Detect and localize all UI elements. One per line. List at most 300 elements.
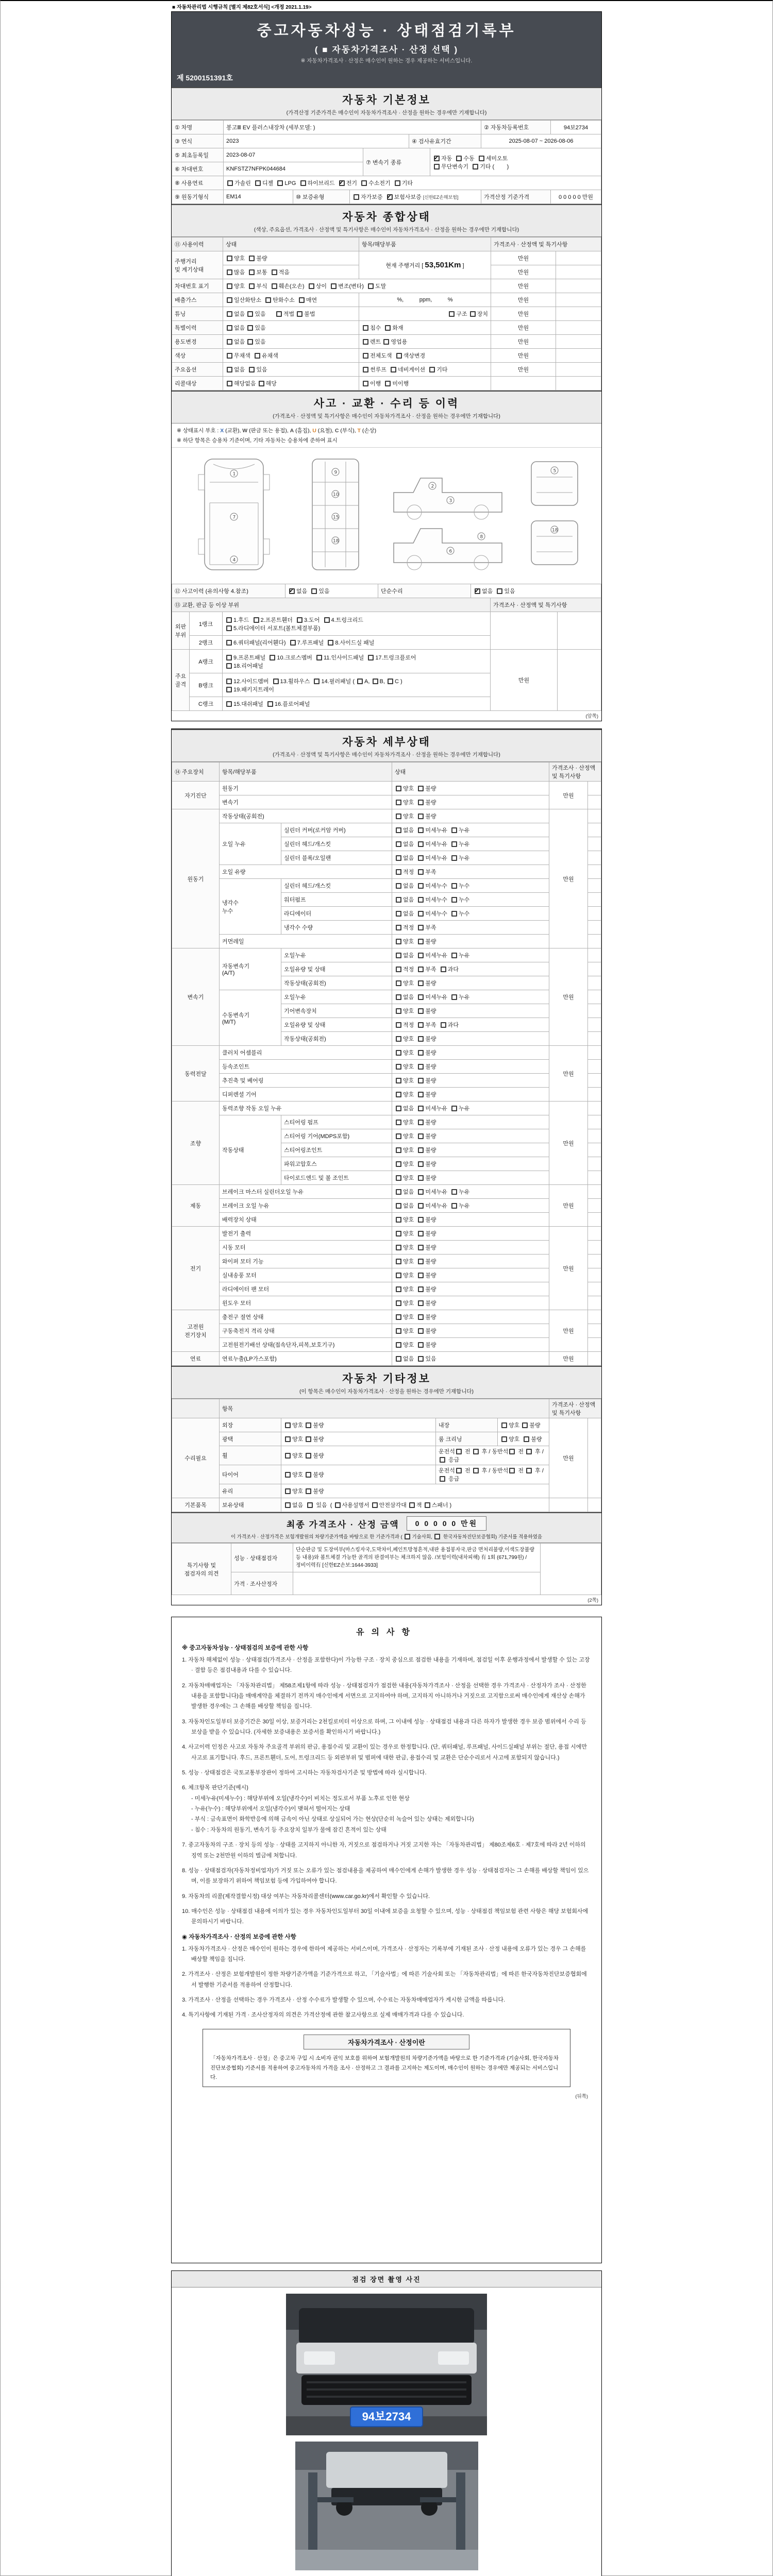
detail-item-label: 클러치 어셈블리	[220, 1046, 392, 1060]
checkbox[interactable]	[300, 180, 306, 186]
checkbox[interactable]	[509, 1449, 515, 1454]
checkbox[interactable]	[418, 953, 424, 958]
checkbox[interactable]	[297, 617, 303, 623]
interior-state: 양호 불량	[498, 1418, 549, 1432]
rankA-items: 9.프론트패널 10.크로스멤버 11.인사이드패널 17.트렁크플로어 18.리어패널	[223, 650, 491, 673]
checkbox[interactable]	[396, 786, 401, 791]
checkbox[interactable]	[526, 1468, 532, 1473]
checkbox-checked[interactable]	[339, 180, 345, 186]
checkbox[interactable]	[418, 1300, 424, 1306]
checkbox[interactable]	[396, 1314, 401, 1320]
checkbox[interactable]	[396, 1273, 401, 1278]
detail-item-state: 양호 불량	[392, 809, 549, 823]
checkbox[interactable]	[270, 655, 275, 660]
model-year-label: ③ 연식	[172, 134, 224, 148]
checkbox-checked[interactable]	[289, 588, 295, 594]
options-label: 주요옵션	[172, 363, 223, 377]
checkbox[interactable]	[497, 588, 502, 594]
checkbox[interactable]	[254, 617, 259, 623]
checkbox[interactable]	[227, 311, 232, 317]
detail-note-cell	[588, 893, 601, 907]
detail-item-state: 양호 불량	[392, 1171, 549, 1185]
checkbox[interactable]	[418, 800, 424, 805]
checkbox[interactable]	[418, 814, 424, 819]
checkbox[interactable]	[451, 827, 457, 833]
detail-group-price: 만원	[549, 1101, 588, 1185]
checkbox[interactable]	[226, 625, 232, 631]
checkbox[interactable]	[473, 1449, 479, 1454]
checkbox[interactable]	[405, 1534, 410, 1539]
checkbox[interactable]	[526, 1449, 532, 1454]
checkbox[interactable]	[328, 640, 333, 646]
checkbox[interactable]	[363, 339, 368, 345]
checkbox[interactable]	[396, 953, 401, 958]
checkbox[interactable]	[473, 1468, 479, 1473]
checkbox[interactable]	[249, 269, 255, 275]
checkbox[interactable]	[456, 1468, 462, 1473]
checkbox[interactable]	[418, 1203, 424, 1209]
checkbox[interactable]	[418, 1064, 424, 1070]
checkbox[interactable]	[418, 1036, 424, 1042]
checkbox[interactable]	[247, 325, 253, 331]
checkbox[interactable]	[297, 311, 303, 317]
checkbox[interactable]	[418, 786, 424, 791]
checkbox[interactable]	[227, 381, 232, 386]
checkbox[interactable]	[396, 1036, 401, 1042]
detail-subitem-label: 타이로드엔드 및 볼 조인트	[281, 1171, 392, 1185]
checkbox[interactable]	[285, 1502, 291, 1508]
checkbox[interactable]	[418, 855, 424, 861]
checkbox[interactable]	[396, 939, 401, 944]
checkbox[interactable]	[363, 367, 368, 372]
checkbox[interactable]	[396, 800, 401, 805]
page-mark-2: (2쪽)	[587, 1598, 598, 1603]
checkbox[interactable]	[272, 283, 277, 289]
checkbox[interactable]	[316, 655, 322, 660]
checkbox[interactable]	[255, 353, 260, 359]
appraisal-definition-text: 「자동차가격조사 · 산정」은 중고차 구입 시 소비자 권익 보호를 위하여 보험개발원의 차량기준가액을 바탕으로 한 기준가격과 (기술사회, 한국자동차진단보증협회) 기준서를 적용하여 중고자동차의 가격을 조사 · 산정하고 그 결과를 고지하는 제도이며, 매수인이 원하는 경우에만 제공되는 서비스입니다.	[210, 2055, 559, 2081]
checkbox[interactable]	[418, 883, 424, 889]
checkbox[interactable]	[357, 679, 363, 684]
detail-note-cell	[588, 879, 601, 893]
checkbox[interactable]	[306, 1472, 311, 1478]
svg-text:18: 18	[333, 538, 339, 544]
checkbox[interactable]	[272, 269, 277, 275]
checkbox[interactable]	[273, 679, 279, 684]
detail-item-state: 적정 부족 과다	[392, 962, 549, 976]
accident-history-state: ✔ 없음 있음	[285, 584, 378, 598]
checkbox[interactable]	[396, 1106, 401, 1111]
checkbox[interactable]	[418, 869, 424, 875]
legend-part: (손상)	[360, 428, 377, 434]
checkbox[interactable]	[306, 1436, 311, 1442]
detail-note-cell	[588, 1060, 601, 1074]
checkbox[interactable]	[396, 911, 401, 917]
checkbox[interactable]	[429, 367, 435, 372]
checkbox[interactable]	[418, 1342, 424, 1348]
checkbox[interactable]	[226, 701, 232, 707]
legend-note: ※ 하단 항목은 승용차 기준이며, 기타 자동차는 승용차에 준하여 표시	[177, 437, 338, 444]
detail-item-label: 원동기	[220, 782, 392, 795]
detail-note-cell	[588, 851, 601, 865]
checkbox[interactable]	[418, 897, 424, 903]
checkbox[interactable]	[418, 1078, 424, 1083]
checkbox[interactable]	[418, 967, 424, 972]
checkbox[interactable]	[451, 841, 457, 847]
checkbox[interactable]	[385, 381, 391, 386]
checkbox[interactable]	[309, 283, 314, 289]
checkbox[interactable]	[418, 1245, 424, 1250]
checkbox[interactable]	[418, 1175, 424, 1181]
checkbox[interactable]	[418, 1008, 424, 1014]
mileage-price-2: 만원	[491, 265, 556, 279]
checkbox[interactable]	[479, 156, 484, 161]
detail-item-label: 윈도우 모터	[220, 1296, 392, 1310]
checkbox[interactable]	[418, 1133, 424, 1139]
reg-number-value: 94보2734	[551, 121, 601, 134]
exterior-state: 양호 불량	[281, 1418, 436, 1432]
accident-row-table	[172, 584, 601, 598]
checkbox[interactable]	[306, 1453, 311, 1459]
checkbox[interactable]	[247, 339, 253, 345]
checkbox[interactable]	[456, 1449, 462, 1454]
checkbox[interactable]	[396, 897, 401, 903]
legend-part: (부식),	[339, 428, 358, 434]
fuel-type-value: 가솔린 디젤 LPG 하이브리드 ✔전기 수소전기 기타	[224, 176, 601, 190]
checkbox[interactable]	[227, 297, 232, 303]
checkbox[interactable]	[277, 180, 283, 186]
checkbox[interactable]	[396, 1259, 401, 1264]
detail-item-state: 없음 미세누수 누수	[392, 907, 549, 921]
checkbox[interactable]	[409, 1502, 415, 1508]
checkbox[interactable]	[226, 640, 232, 646]
checkbox[interactable]	[456, 156, 462, 161]
rank2-label: 2랭크	[190, 636, 223, 650]
notices-list-2	[182, 1944, 591, 2021]
checkbox[interactable]	[449, 311, 455, 317]
checkbox[interactable]	[396, 827, 401, 833]
checkbox[interactable]	[451, 855, 457, 861]
checkbox[interactable]	[418, 980, 424, 986]
checkbox[interactable]	[227, 353, 232, 359]
checkbox[interactable]	[501, 1422, 507, 1428]
checkbox[interactable]	[451, 1189, 457, 1195]
legend-part: C	[334, 428, 339, 434]
checkbox[interactable]	[522, 1422, 528, 1428]
checkbox[interactable]	[396, 1356, 401, 1362]
checkbox[interactable]	[267, 701, 273, 707]
checkbox[interactable]	[249, 283, 255, 289]
checkbox[interactable]	[396, 980, 401, 986]
checkbox[interactable]	[227, 256, 232, 261]
checkbox[interactable]	[396, 1231, 401, 1236]
checkbox[interactable]	[396, 855, 401, 861]
detail-item-label: 배력장치 상태	[220, 1213, 392, 1227]
checkbox[interactable]	[396, 353, 402, 359]
checkbox[interactable]	[524, 1436, 529, 1442]
checkbox[interactable]	[451, 911, 457, 917]
detail-item-state: 없음 미세누수 누수	[392, 893, 549, 907]
checkbox[interactable]	[470, 311, 476, 317]
checkbox[interactable]	[290, 640, 296, 646]
basic-info-row6	[172, 190, 601, 204]
section-overall-subtitle: (색상, 주요옵션, 가격조사 · 산정액 및 특기사항은 매수인이 자동차가격조사 · 산정을 원하는 경우에만 기재합니다)	[254, 227, 519, 233]
detail-subitem-label: 오일유량 및 상태	[281, 962, 392, 976]
checkbox[interactable]	[418, 925, 424, 930]
checkbox[interactable]	[396, 1300, 401, 1306]
checkbox[interactable]	[451, 883, 457, 889]
notice-item: 6. 체크항목 판단기준(예시) - 미세누유(미세누수) : 해당부위에 오일(냉각수)이 비치는 정도로서 부품 노후로 인한 현상 - 누유(누수) : 해당부위에서 오일(냉각수)이 맺혀서 떨어지는 상태 - 부식 : 금속표면이 화학반응에 의해 금속이 아닌 상태로 상실되어 가는 현상(단순히 녹슬어 있는 상태는 제외합니다) - 침수 : 자동차의 원동기, 변속기 등 주요장치 일부가 물에 잠긴 흔적이 있는 상태	[182, 1785, 474, 1833]
checkbox[interactable]	[418, 1259, 424, 1264]
checkbox[interactable]	[418, 1120, 424, 1125]
detail-item-label: 수동변속기 (M/T)	[220, 990, 281, 1046]
checkbox-checked[interactable]	[434, 156, 440, 161]
detail-note-cell	[588, 1018, 601, 1032]
checkbox-checked[interactable]	[475, 588, 480, 594]
checkbox[interactable]	[396, 1147, 401, 1153]
checkbox[interactable]	[418, 841, 424, 847]
device-group-label: 변속기	[172, 948, 220, 1046]
checkbox[interactable]	[396, 1092, 401, 1097]
main-frame-group-label: 주요 골격	[172, 650, 190, 711]
base-price-value: 0 0 0 0 0 만원	[551, 190, 601, 204]
checkbox[interactable]	[226, 687, 232, 692]
checkbox[interactable]	[396, 1245, 401, 1250]
detail-note-cell	[588, 1171, 601, 1185]
detail-note-cell	[588, 907, 601, 921]
detail-item-label: 브레이크 오일 누유	[220, 1199, 392, 1213]
detail-subitem-label: 스티어링조인트	[281, 1143, 392, 1157]
mileage-state-1: 양호 불량	[223, 251, 359, 265]
checkbox[interactable]	[396, 1203, 401, 1209]
checkbox[interactable]	[440, 1457, 445, 1463]
checkbox[interactable]	[441, 1022, 446, 1028]
checkbox[interactable]	[285, 1436, 291, 1442]
options-state: 없음 있음	[223, 363, 359, 377]
page-mark-front: (앞쪽)	[585, 714, 598, 719]
checkbox[interactable]	[396, 1078, 401, 1083]
document-note: ※ 자동차가격조사 · 산정은 매수인이 원하는 경우 제공하는 서비스입니다.	[300, 58, 473, 64]
checkbox[interactable]	[396, 1064, 401, 1070]
checkbox[interactable]	[418, 1273, 424, 1278]
checkbox[interactable]	[418, 1022, 424, 1028]
checkbox[interactable]	[418, 1189, 424, 1195]
detail-note-cell	[588, 1310, 601, 1324]
checkbox[interactable]	[418, 1314, 424, 1320]
checkbox[interactable]	[396, 883, 401, 889]
legend-part: U	[312, 428, 316, 434]
checkbox[interactable]	[396, 994, 401, 1000]
masthead	[172, 12, 601, 87]
emission-values: %, ppm, %	[359, 293, 491, 307]
checkbox[interactable]	[434, 164, 440, 170]
checkbox[interactable]	[227, 367, 232, 372]
checkbox[interactable]	[473, 164, 478, 170]
checkbox[interactable]	[440, 1476, 445, 1482]
checkbox[interactable]	[396, 814, 401, 819]
svg-text:3: 3	[449, 498, 452, 504]
car-damage-diagrams	[172, 447, 601, 584]
checkbox[interactable]	[418, 1092, 424, 1097]
detail-note-cell	[588, 782, 601, 795]
checkbox-checked[interactable]	[387, 194, 393, 200]
checkbox[interactable]	[227, 180, 233, 186]
checkbox[interactable]	[383, 339, 389, 345]
checkbox[interactable]	[299, 297, 305, 303]
checkbox[interactable]	[324, 617, 330, 623]
checkbox[interactable]	[314, 679, 320, 684]
checkbox[interactable]	[307, 1502, 313, 1508]
checkbox[interactable]	[354, 194, 359, 200]
checkbox[interactable]	[418, 1161, 424, 1167]
checkbox[interactable]	[391, 367, 396, 372]
checkbox[interactable]	[249, 256, 255, 261]
checkbox[interactable]	[396, 1050, 401, 1056]
detail-item-state: 양호 불량	[392, 1324, 549, 1338]
checkbox[interactable]	[255, 180, 261, 186]
document-number: 제 5200151391호	[177, 74, 233, 82]
checkbox[interactable]	[396, 1328, 401, 1334]
checkbox[interactable]	[418, 1356, 424, 1362]
checkbox[interactable]	[418, 1286, 424, 1292]
checkbox[interactable]	[226, 679, 232, 684]
detail-item-state: 양호 불량	[392, 1004, 549, 1018]
checkbox[interactable]	[396, 1008, 401, 1014]
checkbox[interactable]	[418, 827, 424, 833]
checkbox[interactable]	[227, 325, 232, 331]
checkbox[interactable]	[509, 1468, 515, 1473]
checkbox[interactable]	[249, 367, 255, 372]
checkbox[interactable]	[396, 1342, 401, 1348]
checkbox[interactable]	[395, 180, 400, 186]
checkbox[interactable]	[396, 1022, 401, 1028]
checkbox[interactable]	[418, 994, 424, 1000]
checkbox[interactable]	[306, 1422, 311, 1428]
checkbox[interactable]	[396, 925, 401, 930]
checkbox[interactable]	[335, 1502, 341, 1508]
checkbox[interactable]	[396, 1161, 401, 1167]
detail-subitem-label: 실린더 헤드/개스킷	[281, 879, 392, 893]
mileage-note-1	[556, 251, 601, 265]
device-group-label: 고전원 전기장치	[172, 1310, 220, 1352]
checkbox[interactable]	[363, 381, 368, 386]
tuning-label: 튜닝	[172, 307, 223, 321]
rankC-items: 15.대쉬패널 16.플로어패널	[223, 697, 491, 711]
checkbox[interactable]	[226, 655, 232, 660]
checkbox[interactable]	[368, 655, 374, 660]
checkbox[interactable]	[396, 1189, 401, 1195]
checkbox[interactable]	[396, 1120, 401, 1125]
checkbox[interactable]	[418, 1231, 424, 1236]
detail-item-label: 오일 누유	[220, 823, 281, 865]
checkbox[interactable]	[451, 897, 457, 903]
detail-item-label: 실내송풍 모터	[220, 1268, 392, 1282]
detail-group-price: 만원	[549, 1310, 588, 1352]
color-kind: 전체도색 색상변경	[359, 349, 491, 363]
checkbox[interactable]	[331, 283, 337, 289]
checkbox[interactable]	[396, 1175, 401, 1181]
device-group-label: 연료	[172, 1352, 220, 1366]
checkbox[interactable]	[311, 588, 317, 594]
checkbox[interactable]	[418, 1217, 424, 1223]
checkbox[interactable]	[418, 1106, 424, 1111]
checkbox[interactable]	[451, 953, 457, 958]
checkbox[interactable]	[368, 283, 374, 289]
checkbox[interactable]	[363, 325, 368, 331]
checkbox[interactable]	[396, 1286, 401, 1292]
checkbox[interactable]	[227, 283, 232, 289]
tire-state: 양호 불량	[281, 1465, 436, 1484]
checkbox[interactable]	[451, 1203, 457, 1209]
detail-note-cell	[588, 837, 601, 851]
checkbox[interactable]	[247, 311, 253, 317]
rank1-label: 1랭크	[190, 612, 223, 636]
checkbox[interactable]	[388, 679, 393, 684]
checkbox[interactable]	[396, 1217, 401, 1223]
legend-part: (흠집),	[294, 428, 313, 434]
checkbox[interactable]	[276, 311, 282, 317]
checkbox[interactable]	[418, 911, 424, 917]
checkbox[interactable]	[385, 325, 391, 331]
checkbox[interactable]	[363, 353, 368, 359]
detail-item-label: 냉각수 누수	[220, 879, 281, 935]
detail-subitem-label: 스티어링 펌프	[281, 1115, 392, 1129]
checkbox[interactable]	[285, 1488, 291, 1494]
notice-item: 7. 중고자동차의 구조 · 장치 등의 성능 · 상태를 고지하지 아니한 자, 거짓으로 점검하거나 거짓 고지한 자는 「자동차관리법」 제80조제6호 · 제7호에 따라 2년 이하의 징역 또는 2천만원 이하의 벌금에 처합니다.	[182, 1842, 586, 1859]
glass-state: 양호 불량	[281, 1484, 549, 1498]
checkbox[interactable]	[361, 180, 367, 186]
checkbox[interactable]	[306, 1488, 311, 1494]
checkbox[interactable]	[396, 841, 401, 847]
checkbox[interactable]	[373, 679, 378, 684]
checkbox[interactable]	[227, 339, 232, 345]
detail-note-cell	[588, 948, 601, 962]
checkbox[interactable]	[396, 1133, 401, 1139]
checkbox[interactable]	[285, 1472, 291, 1478]
warranty-type-label: ⑩ 보증유형	[293, 190, 350, 204]
checkbox[interactable]	[418, 1328, 424, 1334]
emission-price: 만원	[491, 293, 556, 307]
detail-subitem-label: 라디에이터	[281, 907, 392, 921]
detail-item-state: 양호 불량	[392, 1268, 549, 1282]
checkbox[interactable]	[226, 663, 232, 669]
checkbox[interactable]	[285, 1453, 291, 1459]
checkbox[interactable]	[396, 869, 401, 875]
checkbox[interactable]	[226, 617, 232, 623]
checkbox[interactable]	[259, 381, 264, 386]
inspection-period-value: 2025-08-07 ~ 2026-08-06	[481, 134, 601, 148]
checkbox[interactable]	[285, 1422, 291, 1428]
detail-note-cell	[588, 809, 601, 823]
checkbox[interactable]	[451, 1106, 457, 1111]
checkbox[interactable]	[501, 1436, 507, 1442]
checkbox[interactable]	[418, 1050, 424, 1056]
checkbox[interactable]	[396, 967, 401, 972]
detail-item-state: 양호 불량	[392, 1213, 549, 1227]
detail-note-cell	[588, 1268, 601, 1282]
wheel-label: 휠	[220, 1446, 281, 1465]
checkbox[interactable]	[425, 1502, 430, 1508]
checkbox[interactable]	[451, 994, 457, 1000]
checkbox[interactable]	[441, 967, 446, 972]
checkbox[interactable]	[372, 1502, 378, 1508]
checkbox[interactable]	[434, 1534, 440, 1539]
checkbox[interactable]	[227, 269, 232, 275]
checkbox[interactable]	[418, 939, 424, 944]
transmission-type-label: ⑦ 변속기 종류	[363, 148, 430, 176]
checkbox[interactable]	[265, 297, 271, 303]
checkbox[interactable]	[418, 1147, 424, 1153]
